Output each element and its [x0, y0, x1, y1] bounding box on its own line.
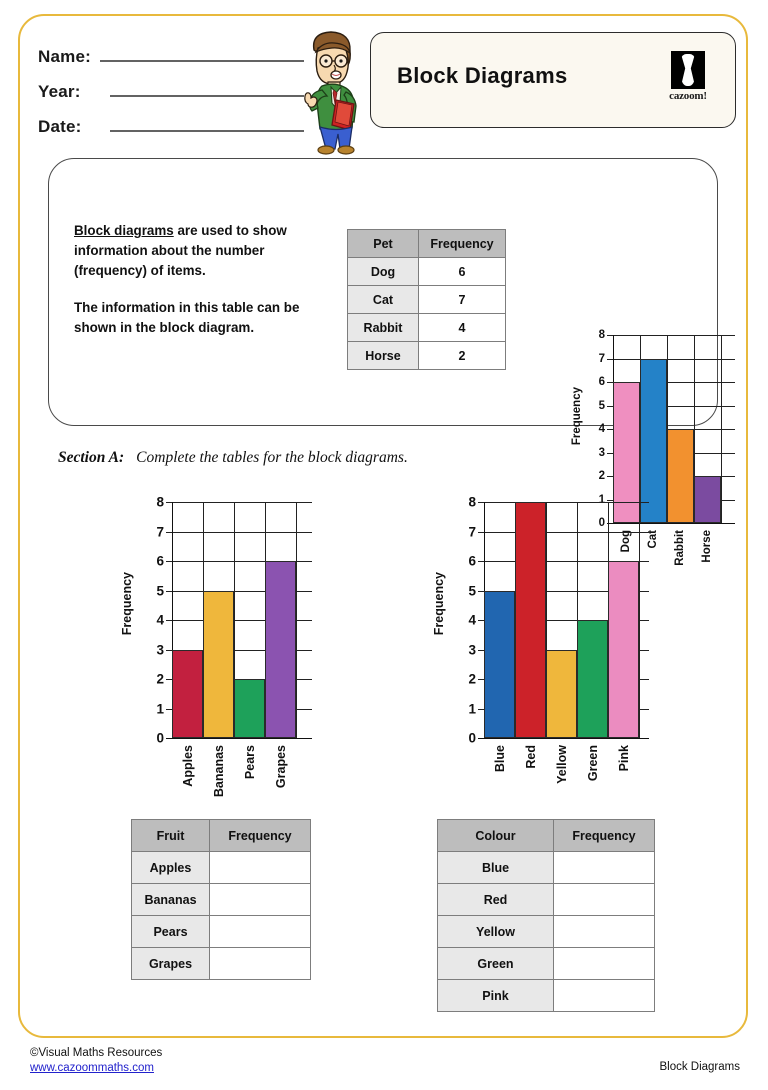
worksheet-header — [30, 30, 736, 145]
table-row — [438, 916, 655, 948]
cell-value: 4 — [419, 314, 506, 342]
cell-answer-input[interactable] — [554, 980, 655, 1012]
gridline-horizontal — [607, 359, 735, 360]
cell-category: Cat — [348, 286, 419, 314]
x-axis-line — [478, 738, 649, 739]
gridline-horizontal — [166, 532, 312, 533]
section-a-label: Section A: — [58, 449, 125, 466]
gridline-vertical — [639, 502, 640, 738]
table-row — [438, 852, 655, 884]
y-axis-tick-label: 7 — [468, 524, 476, 539]
bar — [515, 502, 546, 738]
column-header-fruit: Fruit — [132, 820, 210, 852]
bar — [234, 679, 265, 738]
y-axis-tick-label: 1 — [598, 493, 605, 506]
page-footer — [30, 1046, 740, 1076]
x-axis-tick-label: Dog — [619, 530, 632, 553]
table-row — [438, 884, 655, 916]
copyright-text: ©Visual Maths Resources — [30, 1047, 163, 1059]
table-row — [438, 948, 655, 980]
date-field-row — [38, 108, 308, 143]
y-axis-tick-label: 7 — [598, 352, 605, 365]
y-axis-tick-label: 7 — [156, 524, 164, 539]
cell-category: Pears — [132, 916, 210, 948]
y-axis-tick-label: 6 — [468, 553, 476, 569]
x-axis-tick-label: Horse — [700, 530, 713, 563]
y-axis-tick-label: 5 — [156, 583, 164, 598]
fruit-answer-table[interactable] — [131, 819, 311, 980]
y-axis-tick-label: 2 — [468, 671, 476, 687]
x-axis-tick-label: Pink — [616, 745, 631, 772]
y-axis-tick-label: 4 — [468, 612, 476, 628]
y-axis-tick-label: 0 — [468, 730, 476, 746]
x-axis-tick-label: Yellow — [554, 745, 569, 784]
column-header-frequency: Frequency — [554, 820, 655, 852]
cell-category: Blue — [438, 852, 554, 884]
year-label: Year: — [38, 82, 81, 101]
y-axis-tick-label: 6 — [156, 553, 164, 569]
year-input-line[interactable] — [110, 73, 304, 97]
cell-value: 2 — [419, 342, 506, 370]
cell-category: Bananas — [132, 884, 210, 916]
fruit-block-diagram — [118, 492, 333, 802]
cell-category: Rabbit — [348, 314, 419, 342]
bar — [484, 591, 515, 739]
bar — [694, 476, 721, 523]
section-a-heading — [58, 449, 408, 467]
name-label: Name: — [38, 47, 91, 66]
y-axis-tick-label: 2 — [156, 671, 164, 687]
cell-value: 6 — [419, 258, 506, 286]
table-row — [348, 258, 506, 286]
x-axis-line — [166, 738, 312, 739]
y-axis-tick-label: 8 — [156, 494, 164, 510]
y-axis-tick-label: 1 — [468, 701, 476, 716]
y-axis-tick-label: 5 — [468, 583, 476, 598]
table-row — [438, 980, 655, 1012]
y-axis-tick-label: 2 — [598, 470, 605, 482]
example-paragraph-2: The information in this table can be shown in the block diagram. — [74, 300, 300, 335]
gridline-vertical — [721, 335, 722, 523]
website-link[interactable]: www.cazoommaths.com — [30, 1062, 154, 1074]
table-row — [348, 286, 506, 314]
y-axis-label: Frequency — [120, 572, 134, 636]
logo-mark-icon — [671, 51, 705, 89]
column-header-frequency: Frequency — [210, 820, 311, 852]
x-axis-tick-label: Green — [585, 745, 600, 782]
colour-answer-table[interactable] — [437, 819, 655, 1012]
y-axis-tick-label: 4 — [598, 423, 605, 435]
worksheet-title-panel — [370, 32, 736, 128]
cell-answer-input[interactable] — [210, 884, 311, 916]
cell-answer-input[interactable] — [554, 916, 655, 948]
gridline-vertical — [296, 502, 297, 738]
bar — [577, 620, 608, 738]
x-axis-tick-label: Cat — [646, 530, 659, 549]
gridline-horizontal — [478, 502, 649, 503]
year-field-row — [38, 73, 308, 108]
x-axis-tick-label: Red — [523, 745, 538, 769]
cazoom-logo — [657, 51, 719, 113]
cell-category: Grapes — [132, 948, 210, 980]
x-axis-tick-label: Blue — [492, 745, 507, 773]
cell-answer-input[interactable] — [554, 852, 655, 884]
bar — [172, 650, 203, 739]
cell-answer-input[interactable] — [210, 916, 311, 948]
y-axis-tick-label: 0 — [156, 730, 164, 746]
y-axis-tick-label: 6 — [598, 376, 605, 388]
date-input-line[interactable] — [110, 108, 304, 132]
cell-category: Yellow — [438, 916, 554, 948]
cell-category: Pink — [438, 980, 554, 1012]
table-header-row — [132, 820, 311, 852]
colour-block-diagram — [430, 492, 665, 802]
cell-category: Dog — [348, 258, 419, 286]
x-axis-tick-label: Pears — [242, 745, 257, 780]
table-row — [132, 948, 311, 980]
bar — [203, 591, 234, 739]
column-header-pet: Pet — [348, 230, 419, 258]
x-axis-tick-label: Rabbit — [673, 530, 686, 566]
page-title: Block Diagrams — [397, 63, 568, 88]
table-header-row — [438, 820, 655, 852]
table-header-row — [348, 230, 506, 258]
date-label: Date: — [38, 117, 82, 136]
column-header-frequency: Frequency — [419, 230, 506, 258]
example-pet-table — [347, 229, 506, 370]
student-info-fields — [38, 38, 308, 143]
table-row — [348, 314, 506, 342]
y-axis-label: Frequency — [432, 572, 446, 636]
cell-category: Red — [438, 884, 554, 916]
y-axis-tick-label: 5 — [598, 399, 605, 412]
table-row — [132, 884, 311, 916]
bar — [608, 561, 639, 738]
gridline-horizontal — [478, 532, 649, 533]
name-field-row — [38, 38, 308, 73]
cell-answer-input[interactable] — [210, 948, 311, 980]
cell-category: Green — [438, 948, 554, 980]
x-axis-tick-label: Grapes — [273, 745, 288, 789]
logo-wordmark: cazoom! — [669, 90, 707, 102]
y-axis-tick-label: 4 — [156, 612, 164, 628]
y-axis-tick-label: 8 — [468, 494, 476, 510]
table-row — [132, 852, 311, 884]
example-explanation — [74, 221, 314, 355]
example-term: Block diagrams — [74, 223, 174, 238]
y-axis-tick-label: 3 — [468, 642, 476, 657]
x-axis-tick-label: Apples — [180, 745, 195, 787]
cell-category: Apples — [132, 852, 210, 884]
bar — [546, 650, 577, 739]
y-axis-tick-label: 0 — [598, 517, 605, 529]
y-axis-tick-label: 3 — [598, 446, 605, 459]
worksheet-name-footer: Block Diagrams — [659, 1061, 740, 1073]
cell-value: 7 — [419, 286, 506, 314]
cell-answer-input[interactable] — [554, 948, 655, 980]
table-row — [348, 342, 506, 370]
cell-answer-input[interactable] — [554, 884, 655, 916]
table-row — [132, 916, 311, 948]
example-paragraph-1-rest: are used to show information about the number (frequency) of items. — [74, 223, 287, 278]
y-axis-tick-label: 1 — [156, 701, 164, 716]
name-input-line[interactable] — [100, 38, 304, 62]
bar — [667, 429, 694, 523]
teacher-mascot-icon — [288, 28, 374, 156]
bar — [265, 561, 296, 738]
gridline-horizontal — [607, 335, 735, 336]
gridline-horizontal — [166, 502, 312, 503]
column-header-colour: Colour — [438, 820, 554, 852]
y-axis-tick-label: 8 — [598, 329, 605, 341]
x-axis-tick-label: Bananas — [211, 745, 226, 798]
y-axis-tick-label: 3 — [156, 642, 164, 657]
cell-answer-input[interactable] — [210, 852, 311, 884]
section-a-instruction: Complete the tables for the block diagrams. — [136, 449, 408, 466]
example-paragraph-1 — [74, 221, 314, 281]
y-axis-label: Frequency — [571, 387, 583, 446]
cell-category: Horse — [348, 342, 419, 370]
